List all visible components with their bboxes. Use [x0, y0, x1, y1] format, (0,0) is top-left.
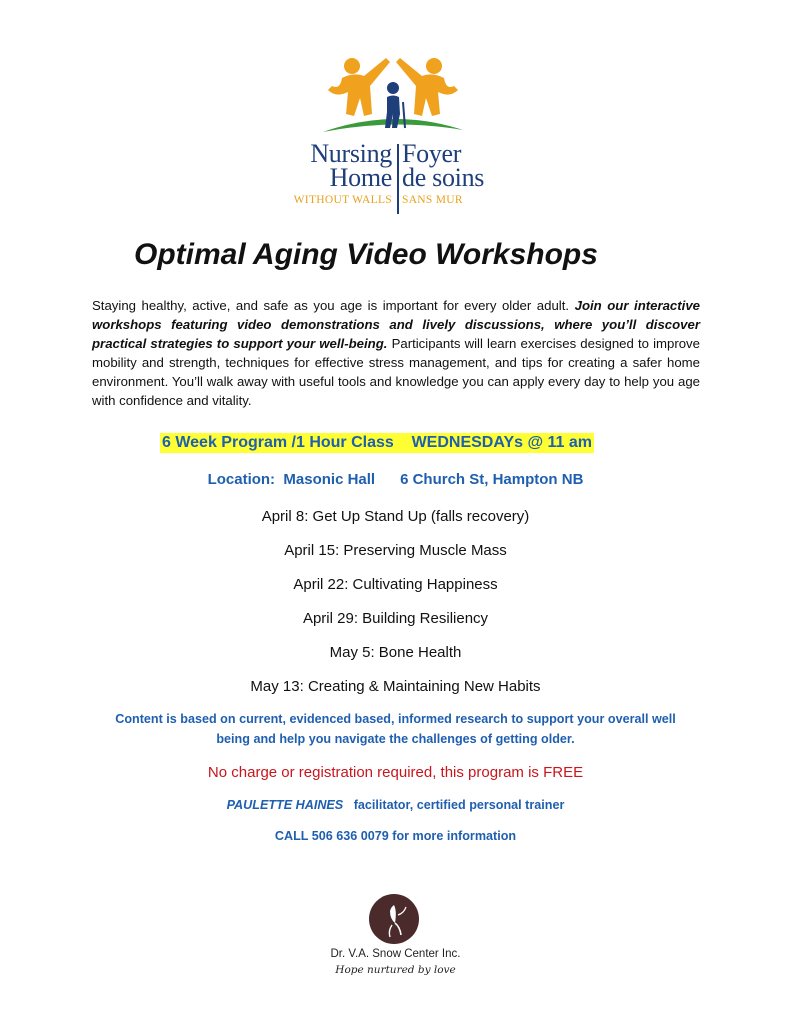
- session-item: April 15: Preserving Muscle Mass: [284, 542, 507, 559]
- intro-paragraph: [92, 296, 700, 410]
- content-note: [0, 709, 791, 749]
- content-note-line-1: Content is based on current, evidenced based, informed research to support your overall well: [115, 712, 676, 726]
- logo-text-fr-1: Foyer: [402, 139, 462, 168]
- footer-tagline: Hope nurtured by love: [335, 964, 456, 976]
- program-banner: 6 Week Program /1 Hour Class WEDNESDAYs @ 11 am: [162, 434, 592, 451]
- intro-part-3: Participants will learn exercises designed to improve mobility and strength, techniques for effective stress management, and tips for creating a safer home environment. You’ll walk away with useful tools and knowledge you can apply every day to help you age with confidence and vitality.: [92, 336, 700, 408]
- footer-org: Dr. V.A. Snow Center Inc.: [330, 948, 461, 960]
- logo-text-fr-small: SANS MUR: [402, 194, 463, 206]
- snowdrop-logo-icon: [368, 893, 420, 945]
- facilitator-name: PAULETTE HAINES: [226, 798, 344, 812]
- page-title: Optimal Aging Video Workshops: [134, 238, 598, 271]
- session-item: May 13: Creating & Maintaining New Habits: [250, 678, 541, 695]
- logo-text-en-1: Nursing: [310, 139, 392, 168]
- call-line: CALL 506 636 0079 for more information: [274, 829, 517, 843]
- nursing-home-logo: [268, 52, 524, 222]
- intro-emphasis: Join our interactive workshops featuring video demonstrations and lively discussions, where you’ll discover practical strategies to support your well-being.: [92, 298, 700, 351]
- session-item: May 5: Bone Health: [329, 644, 462, 661]
- session-item: April 29: Building Resiliency: [302, 610, 489, 627]
- facilitator-line: [0, 798, 791, 812]
- intro-part-1: Staying healthy, active, and safe as you age is important for every older adult.: [92, 298, 575, 313]
- location-line: Location: Masonic Hall 6 Church St, Hampton NB: [207, 471, 584, 488]
- logo-text-fr-2: de soins: [402, 163, 485, 192]
- facilitator-role: facilitator, certified personal trainer: [353, 798, 565, 812]
- logo-divider: [397, 144, 399, 214]
- content-note-line-2: being and help you navigate the challenges of getting older.: [216, 732, 575, 746]
- session-item: April 8: Get Up Stand Up (falls recovery): [261, 508, 530, 525]
- session-item: April 22: Cultivating Happiness: [293, 576, 498, 593]
- logo-text-en-2: Home: [329, 163, 392, 192]
- logo-text-en-small: WITHOUT WALLS: [293, 194, 392, 206]
- people-figures-icon: [318, 52, 468, 138]
- free-notice: No charge or registration required, this program is FREE: [207, 764, 584, 781]
